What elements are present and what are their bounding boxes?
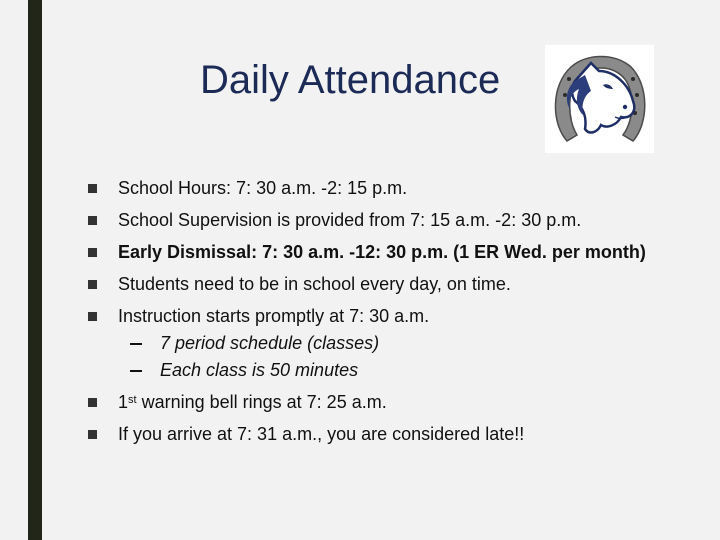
list-item: [88, 210, 688, 230]
square-bullet-icon: [88, 398, 97, 407]
square-bullet-icon: [88, 430, 97, 439]
list-item: [88, 178, 688, 198]
sub-list: [118, 333, 688, 380]
slide-title: Daily Attendance: [200, 58, 501, 102]
bullet-list: [88, 178, 688, 444]
dash-bullet-icon: [130, 370, 142, 372]
sub-list-item: [118, 333, 688, 353]
bullet-text: School Supervision is provided from 7: 15 a.m. -2: 30 p.m.: [118, 210, 582, 230]
list-item: [88, 306, 688, 380]
bullet-prefix: 1: [118, 392, 129, 412]
bullet-text: School Hours: 7: 30 a.m. -2: 15 p.m.: [118, 178, 408, 198]
square-bullet-icon: [88, 184, 97, 193]
bullet-text: Early Dismissal: 7: 30 a.m. -12: 30 p.m. (1 ER Wed. per month): [118, 242, 646, 262]
list-item: [88, 242, 688, 262]
square-bullet-icon: [88, 280, 97, 289]
dash-bullet-icon: [130, 343, 142, 345]
sub-item-text: Each class is 50 minutes: [160, 360, 359, 380]
horse-horseshoe-logo-icon: [545, 45, 654, 153]
sub-item-text: 7 period schedule (classes): [160, 333, 380, 353]
list-item: [88, 424, 688, 444]
list-item: [88, 274, 688, 294]
list-item: [88, 392, 688, 412]
ordinal-suffix: st: [128, 394, 137, 406]
left-accent-bar: [28, 0, 42, 540]
bullet-text: Students need to be in school every day, on time.: [118, 274, 511, 294]
bullet-text: warning bell rings at 7: 25 a.m.: [136, 392, 387, 412]
square-bullet-icon: [88, 248, 97, 257]
bullet-text: Instruction starts promptly at 7: 30 a.m.: [118, 306, 430, 326]
sub-list-item: [118, 360, 688, 380]
square-bullet-icon: [88, 312, 97, 321]
bullet-text: If you arrive at 7: 31 a.m., you are considered late!!: [118, 424, 525, 444]
square-bullet-icon: [88, 216, 97, 225]
